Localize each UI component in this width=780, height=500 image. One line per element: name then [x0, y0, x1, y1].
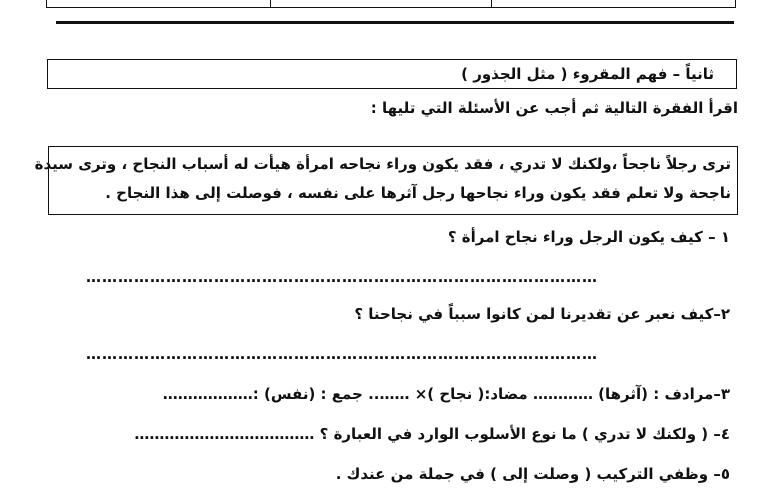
- section-divider: [56, 21, 734, 24]
- section-title: ثانياً – فهم المقروء ( مثل الجذور ): [47, 59, 737, 89]
- reading-passage: [34, 146, 738, 215]
- question-1: ١ – كيف يكون الرجل وراء نجاح امرأة ؟: [447, 228, 730, 246]
- passage-line-1: ترى رجلاً ناجحاً ،ولكنك لا تدري ، فقد يكون وراء نجاحه امرأة هيأت له أسباب النجاح ، وترى سيدة: [34, 155, 731, 173]
- answer-line-1: ……………………………………………………………………………………: [86, 268, 598, 286]
- passage-line-2: ناجحة ولا تعلم فقد يكون وراء نجاحها رجل آثرها على نفسه ، فوصلت إلى هذا النجاح .: [105, 184, 731, 202]
- table-divider: [491, 0, 492, 8]
- question-3: ٣–مرادف : (آثرها) ………… مضاد:( نجاح )× …….. جمع : (نفس) :………………: [162, 385, 730, 403]
- question-4: ٤– ( ولكنك لا تدري ) ما نوع الأسلوب الوارد في العبارة ؟ ………………………………: [134, 425, 730, 443]
- table-divider: [270, 0, 271, 8]
- question-2: ٢–كيف نعبر عن تقديرنا لمن كانوا سبباً في نجاحنا ؟: [354, 305, 730, 323]
- top-table-fragment: [46, 0, 736, 8]
- answer-line-2: ……………………………………………………………………………………: [86, 345, 598, 363]
- instruction-text: اقرأ الفقرة التالية ثم أجب عن الأسئلة التي تليها :: [370, 99, 738, 117]
- question-5: ٥– وظفي التركيب ( وصلت إلى ) في جملة من عندك .: [335, 465, 730, 483]
